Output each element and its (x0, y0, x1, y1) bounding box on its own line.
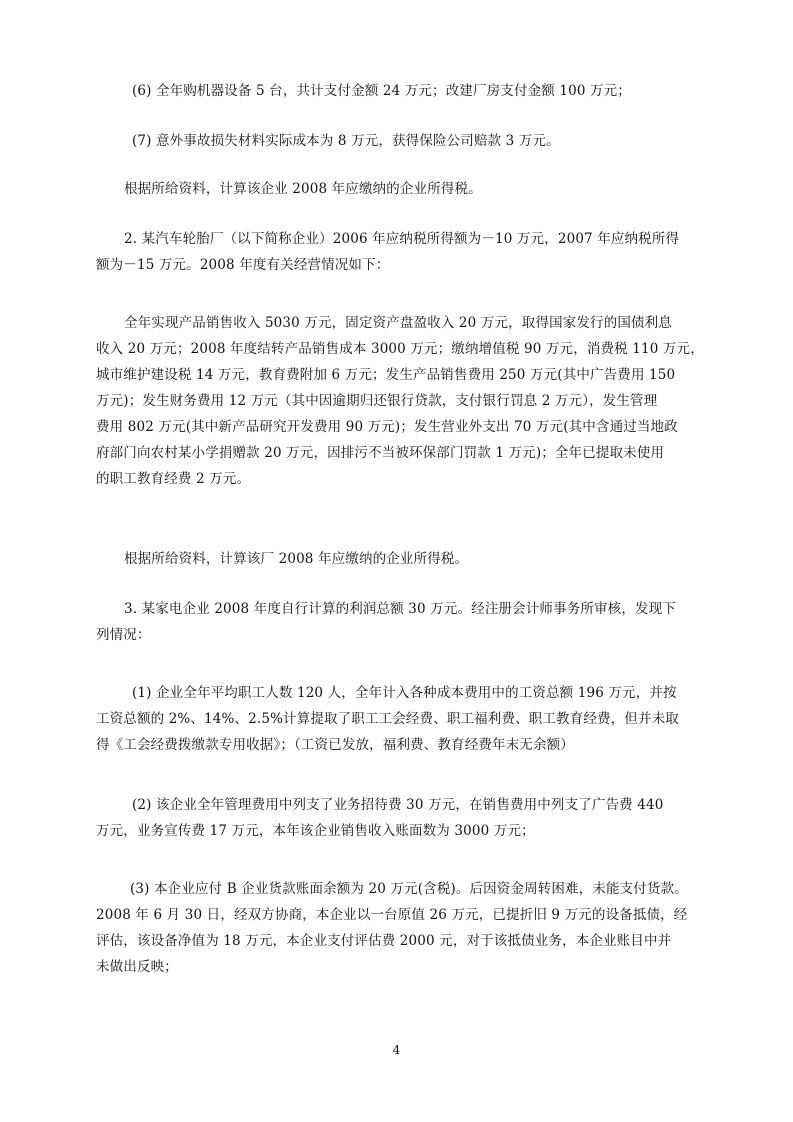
text-line: 2008 年 6 月 30 日，经双方协商，本企业以一台原值 26 万元，已提折旧 9 万元的设备抵债，经 (96, 907, 688, 923)
text-line: 府部门向农村某小学捐赠款 20 万元，因排污不当被环保部门罚款 1 万元)；全年已提取未使用 (96, 445, 665, 461)
text-line: (2) 该企业全年管理费用中列支了业务招待费 30 万元，在销售费用中列支了广告费 440 (132, 797, 664, 813)
paragraph-question-3 (96, 596, 706, 648)
text-line: 2. 某汽车轮胎厂（以下简称企业）2006 年应纳税所得额为－10 万元，2007 年应纳税所得 (124, 231, 680, 247)
text-line: 根据所给资料，计算该厂 2008 年应缴纳的企业所得税。 (124, 551, 469, 567)
text-line: 未做出反映； (96, 959, 178, 975)
paragraph-instruction-1 (96, 176, 706, 202)
text-line: 得《工会经费拨缴款专用收据》；（工资已发放，福利费、教育经费年末无余额） (96, 737, 574, 753)
paragraph-instruction-2 (96, 546, 706, 572)
paragraph-item-3 (96, 876, 706, 980)
text-line: 收入 20 万元；2008 年度结转产品销售成本 3000 万元；缴纳增值税 90 万元，消费税 110 万元， (96, 341, 704, 357)
paragraph-question-2 (96, 226, 706, 278)
paragraph-item-7 (96, 128, 706, 154)
text-line: 万元，业务宣传费 17 万元，本年该企业销售收入账面数为 3000 万元； (96, 823, 535, 839)
paragraph-operations (96, 310, 706, 492)
text-line: 额为－15 万元。2008 年度有关经营情况如下： (96, 257, 390, 273)
text-line: 列情况： (96, 627, 151, 643)
text-line: 全年实现产品销售收入 5030 万元，固定资产盘盈收入 20 万元，取得国家发行的国债利息 (124, 315, 672, 331)
text-line: (6) 全年购机器设备 5 台，共计支付金额 24 万元；改建厂房支付金额 100 万元； (132, 83, 631, 99)
paragraph-item-2 (96, 792, 706, 844)
text-line: 根据所给资料，计算该企业 2008 年应缴纳的企业所得税。 (124, 181, 482, 197)
page-number: 4 (392, 1043, 401, 1057)
text-line: 工资总额的 2%、14%、2.5%计算提取了职工工会经费、职工福利费、职工教育经费，但并未取 (96, 711, 679, 727)
text-line: 万元)；发生财务费用 12 万元（其中因逾期归还银行贷款，支付银行罚息 2 万元），发生管理 (96, 393, 658, 409)
text-line: (1) 企业全年平均职工人数 120 人，全年计入各种成本费用中的工资总额 196 万元，并按 (132, 685, 677, 701)
text-line: (3) 本企业应付 B 企业货款账面余额为 20 万元(含税)。后因资金周转困难，未能支付货款。 (130, 881, 688, 897)
paragraph-item-1 (96, 680, 706, 758)
text-line: 的职工教育经费 2 万元。 (96, 471, 251, 487)
text-line: (7) 意外事故损失材料实际成本为 8 万元，获得保险公司赔款 3 万元。 (132, 133, 560, 149)
text-line: 城市维护建设税 14 万元，教育费附加 6 万元；发生产品销售费用 250 万元(其中广告费用 150 (96, 367, 676, 383)
text-line: 评估，该设备净值为 18 万元，本企业支付评估费 2000 元，对于该抵债业务，本企业账目中并 (96, 933, 672, 949)
text-line: 费用 802 万元(其中新产品研究开发费用 90 万元)；发生营业外支出 70 万元(其中含通过当地政 (96, 419, 678, 435)
paragraph-item-6 (96, 78, 706, 104)
text-line: 3. 某家电企业 2008 年度自行计算的利润总额 30 万元。经注册会计师事务所审核，发现下 (124, 601, 676, 617)
